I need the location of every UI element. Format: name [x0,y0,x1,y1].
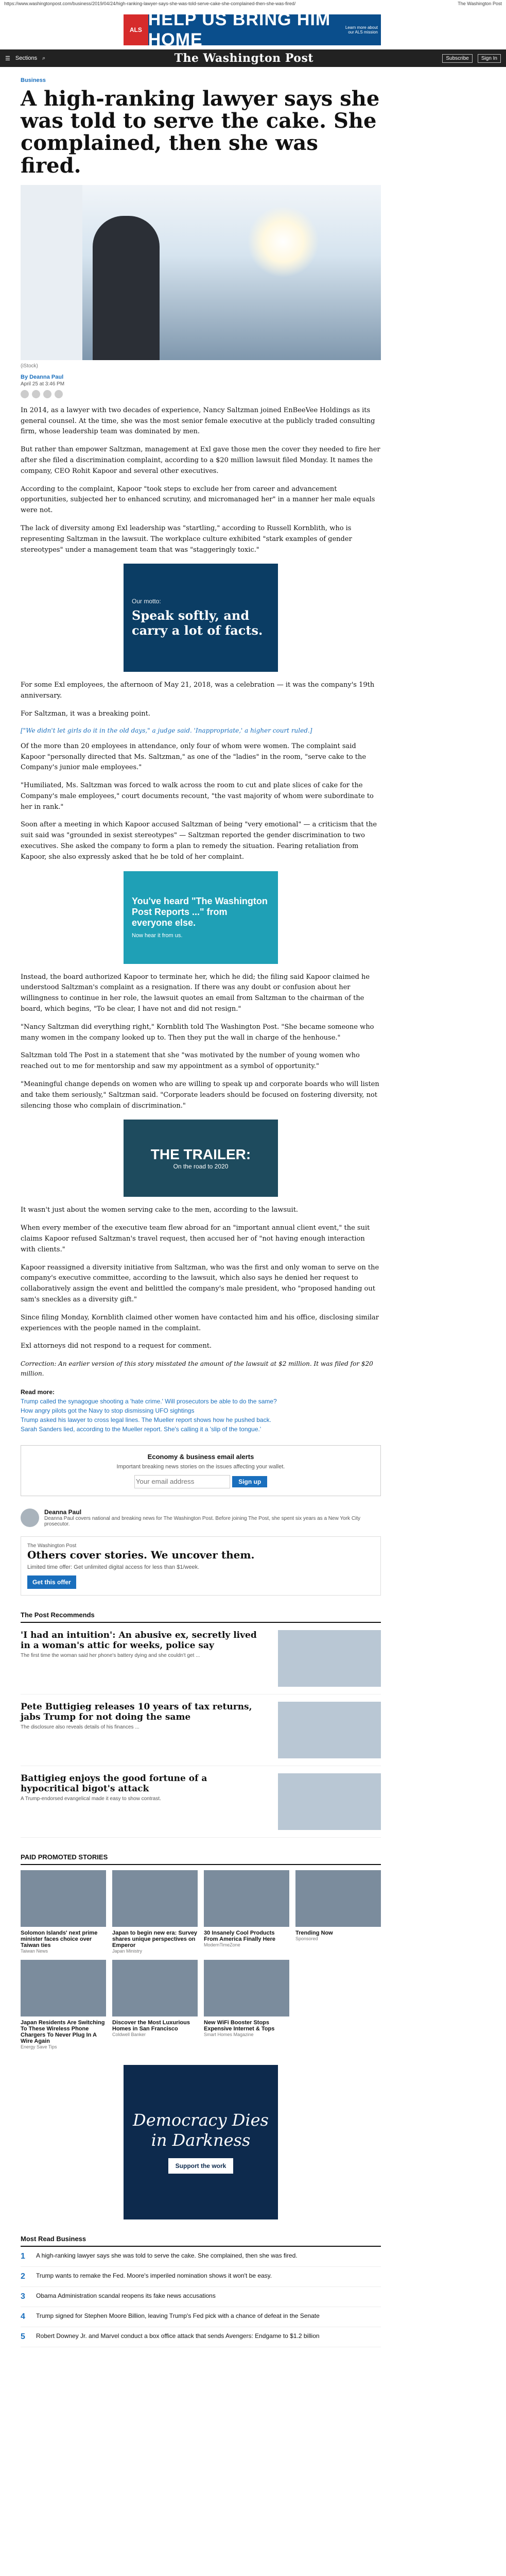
promoted-source: ModernTimeZone [204,1942,240,1947]
most-read-item[interactable]: Trump wants to remake the Fed. Moore's imperiled nomination shows it won't be easy. [36,2272,272,2279]
author-bio: Deanna Paul covers national and breaking news for The Washington Post. Before joining The Post, she spent six years as a New York City prosecutor. [44,1515,361,1527]
search-icon[interactable]: ⌕ [42,55,46,61]
twitter-icon[interactable] [32,390,40,398]
trailer-ad[interactable] [124,1120,278,1197]
paragraph: For some Exl employees, the afternoon of May 21, 2018, was a celebration — it was the company's 19th anniversary. [21,681,375,700]
paragraph: Saltzman told The Post in a statement that she "was motivated by the number of young women who reached out to me for mentorship and saw my appointment as a symbol of opportunity." [21,1052,360,1071]
most-read [21,2235,381,2347]
top-banner-ad[interactable] [124,10,381,49]
newsletter-box [21,1445,381,1496]
subscribe-box-headline: Others cover stories. We uncover them. [27,1548,255,1561]
most-read-item[interactable]: Obama Administration scandal reopens its fake news accusations [36,2292,216,2299]
most-read-title: Most Read Business [21,2235,381,2247]
most-read-number: 1 [21,2251,25,2261]
hero-window [21,185,82,360]
promoted-card[interactable] [21,1870,106,1954]
most-read-row[interactable] [21,2327,381,2347]
promoted-card[interactable] [21,1960,106,2049]
author-avatar [21,1509,39,1527]
podcast-ad-cta[interactable]: Now hear it from us. [132,933,183,939]
promoted-title-text[interactable]: Trending Now [295,1929,333,1936]
article-date: April 25 at 3:46 PM [21,381,65,387]
recommendation-item[interactable] [21,1766,381,1838]
share-icons [21,390,381,398]
paragraph: In 2014, as a lawyer with two decades of experience, Nancy Saltzman joined EnBeeVee Holdings as its general counsel. At the time, she was the most senior female executive at the publicly traded consulting firm, whose leadership team was dominated by men. [21,406,375,436]
subscribe-box-sub: Limited time offer: Get unlimited digital access for less than $1/week. [27,1564,200,1570]
paragraph: It wasn't just about the women serving cake to the men, according to the lawsuit. [21,1206,299,1214]
trailer-ad-title: THE TRAILER: [150,1146,251,1163]
newsletter-signup-button[interactable]: Sign up [232,1476,267,1487]
recommendations-title: The Post Recommends [21,1611,381,1623]
author-name[interactable]: Deanna Paul [44,1508,82,1516]
paragraph: Exl attorneys did not respond to a request for comment. [21,1342,212,1350]
most-read-row[interactable] [21,2307,381,2327]
recommendation-thumbnail[interactable] [278,1630,381,1687]
promoted-title-text[interactable]: New WiFi Booster Stops Expensive Internet & Tops [204,2019,275,2032]
newsletter-sub: Important breaking news stories on the issues affecting your wallet. [116,1463,285,1470]
comment-icon[interactable] [55,390,63,398]
paragraph: For Saltzman, it was a breaking point. [21,709,151,718]
recommendation-snippet: A Trump-endorsed evangelical made it easy to show contrast. [21,1795,161,1802]
hero-sun [247,206,319,278]
paragraph: When every member of the executive team flew abroad for an "important annual client event," the suit claims Kapoor refused Saltzman's travel request, then accused her of "not having enough interaction with clients." [21,1224,370,1253]
democracy-ad[interactable] [124,2065,278,2219]
site-logo[interactable]: The Washington Post [174,52,313,65]
promoted-source: Sponsored [295,1936,318,1941]
most-read-row[interactable] [21,2287,381,2307]
paragraph: According to the complaint, Kapoor "took steps to exclude her from career and advancement opportunities, subjected her to enhanced scrutiny, and micromanaged her" in a manner her male equals were not. [21,485,375,515]
promoted-image[interactable] [112,1870,198,1927]
facebook-icon[interactable] [21,390,29,398]
ad-headline: HELP US BRING HIM HOME [148,10,331,49]
promoted-image[interactable] [204,1960,289,2016]
signin-button[interactable]: Sign In [478,54,501,63]
byline-author[interactable]: By Deanna Paul [21,374,64,380]
promoted-source: Taiwan News [21,1948,48,1954]
promoted-source: Smart Homes Magazine [204,2031,254,2037]
most-read-number: 2 [21,2272,25,2281]
paragraph: Soon after a meeting in which Kapoor accused Saltzman of being "very emotional" — a criticism that the suit said was "grounded in sexist stereotypes" — Saltzman reported the gender discrimination to two executives. She asked the company to form a plan to remedy the situation. Fearing retaliation from Kapoor, she also expressly asked that he be told of her complaint. [21,821,377,861]
article-column [21,77,381,2347]
recommendation-title[interactable]: 'I had an intuition': An abusive ex, secretly lived in a woman's attic for weeks, police say [21,1630,257,1651]
recommendation-snippet: The first time the woman said her phone's battery dying and she couldn't get ... [21,1652,200,1658]
article-title: A high-ranking lawyer says she was told to serve the cake. She complained, then she was fired. [21,87,380,178]
most-read-number: 3 [21,2292,25,2301]
recommendation-thumbnail[interactable] [278,1702,381,1758]
democracy-ad-button[interactable]: Support the work [168,2158,234,2174]
promoted-card[interactable] [112,1870,198,1954]
subscribe-button[interactable]: Subscribe [442,54,472,63]
podcast-ad-title: You've heard "The Washington Post Reports ..." from everyone else. [132,896,268,928]
email-icon[interactable] [43,390,51,398]
paragraph: The lack of diversity among Exl leadership was "startling," according to Russell Kornblith, who is representing Saltzman in the lawsuit. The workplace culture exhibited "stark examples of gender stereotypes" under a management team that was "staggeringly toxic." [21,524,352,554]
paragraph: "Humiliated, Ms. Saltzman was forced to walk across the room to cut and plate slices of cake for the Company's male employees," court documents recount, "the vast majority of whom were subordinate to her in rank." [21,782,374,811]
motto-ad-title: Our motto: [132,598,161,605]
recommendation-thumbnail[interactable] [278,1773,381,1830]
paragraph: Instead, the board authorized Kapoor to terminate her, which he did; the filing said Kapoor claimed he understood Saltzman's complaint as a resignation. If there was any doubt or confusion about her willingness to continue in her role, the lawsuit quotes an email from Saltzman to the chairman of the board, which begins, "To be clear, I have not and did not resign." [21,973,370,1013]
promoted-title-text[interactable]: Solomon Islands' next prime minister faces choice over Taiwan ties [21,1929,98,1948]
promoted-card[interactable] [204,1870,289,1954]
site-header [0,49,506,67]
subscribe-box-label: The Washington Post [27,1543,77,1549]
trailer-ad-sub: On the road to 2020 [173,1163,229,1171]
read-more-label: Read more: [21,1388,55,1396]
most-read-row[interactable] [21,2247,381,2267]
recommendation-title[interactable]: Battigieg enjoys the good fortune of a hypocritical bigot's attack [21,1773,207,1794]
paragraph: Of the more than 20 employees in attendance, only four of whom were women. The complaint said Kapoor "personally directed that Ms. Saltzman," as one of the "ladies" in the room, "serve cake to the Company's junior male employees." [21,742,367,772]
correction-note: Correction: An earlier version of this story misstated the amount of the lawsuit at $2 million. It was filed for $20 million. [21,1360,373,1378]
promoted-title-text[interactable]: Discover the Most Luxurious Homes in San Francisco [112,2019,190,2032]
promoted-image[interactable] [21,1870,106,1927]
promoted-card[interactable] [112,1960,198,2049]
democracy-ad-text: Democracy Dies in Darkness [133,2110,269,2150]
most-read-number: 5 [21,2332,25,2341]
motto-ad-text: Speak softly, and carry a lot of facts. [132,608,263,638]
most-read-item[interactable]: Robert Downey Jr. and Marvel conduct a box office attack that sends Avengers: Endgame to $1.2 billion [36,2332,320,2340]
hero-image [21,185,381,360]
promoted-source: Japan Ministry [112,1948,143,1954]
related-links [21,1398,381,1433]
promoted-title: PAID PROMOTED STORIES [21,1853,381,1865]
image-caption: (iStock) [21,363,38,369]
byline [21,374,381,380]
url-text[interactable]: https://www.washingtonpost.com/business/2019/04/24/high-ranking-lawyer-says-she-was-told-serve-cake-she-complained-then-she-was-fired/ [4,1,296,6]
recommendation-item[interactable] [21,1694,381,1766]
promoted-title-text[interactable]: Japan to begin new era: Survey shares unique perspectives on Emperor [112,1929,198,1948]
related-link[interactable]: How angry pilots got the Navy to stop dismissing UFO sightings [21,1406,195,1414]
author-box [21,1509,381,1527]
promoted-title-text[interactable]: 30 Insanely Cool Products From America Finally Here [204,1929,275,1942]
paragraph: But rather than empower Saltzman, management at Exl gave those men the cover they needed to fire her after she filed a discrimination complaint, according to a $20 million lawsuit filed Monday. It names the company, CEO Rohit Kapoor and several other executives. [21,446,380,475]
paragraph: Kapoor reassigned a diversity initiative from Saltzman, who was the first and only woman to serve on the company's executive committee, according to the lawsuit, which also says he denied her request to collaboratively assign the event and belittled the company's male president, who "proposed handing out sam's sneckles as a diversity gift." [21,1263,379,1304]
most-read-item[interactable]: Trump signed for Stephen Moore Billion, leaving Trump's Fed pick with a chance of defeat in the Senate [36,2312,320,2319]
paragraph: "Nancy Saltzman did everything right," Kornblith told The Washington Post. "She became someone who many women in the company looked up to. Then they put the wall in charge of the henhouse." [21,1023,374,1042]
promoted-card[interactable] [295,1870,381,1954]
related-link[interactable]: Trump asked his lawyer to cross legal lines. The Mueller report shows how he pushed back. [21,1416,271,1423]
promoted-image[interactable] [112,1960,198,2016]
paragraph: Since filing Monday, Kornblith claimed other women have contacted him and his office, disclosing similar experiences with the people named in the complaint. [21,1313,379,1332]
sections-button[interactable]: Sections [15,55,38,61]
article-kicker[interactable]: Business [21,77,46,83]
promoted-title-text[interactable]: Japan Residents Are Switching To These Wireless Phone Chargers To Never Plug In A Wire Again [21,2019,105,2044]
subscribe-box [21,1536,381,1596]
subscribe-box-cta[interactable]: Get this offer [27,1575,76,1589]
ad-sub: Learn more about our ALS mission [345,25,378,35]
related-link[interactable]: Trump called the synagogue shooting a 'hate crime.' Will prosecutors be able to do the same? [21,1397,277,1405]
page-title-meta: The Washington Post [458,1,502,6]
promoted-card[interactable] [204,1960,289,2049]
related-link[interactable]: ["We didn't let girls do it in the old days," a judge said. 'Inappropriate,' a higher court ruled.] [21,726,312,734]
paragraph: "Meaningful change depends on women who are willing to speak up and corporate boards who will listen and take them seriously," Saltzman said. "Corporate leaders should be focused on fostering diversity, not silencing those who complain of discrimination." [21,1080,379,1110]
promoted-image[interactable] [204,1870,289,1927]
ad-brand: ALS [124,14,148,45]
most-read-row[interactable] [21,2267,381,2287]
recommendation-item[interactable] [21,1623,381,1694]
motto-ad[interactable] [124,564,278,672]
most-read-item[interactable]: A high-ranking lawyer says she was told to serve the cake. She complained, then she was fired. [36,2251,298,2259]
promoted-image[interactable] [295,1870,381,1927]
promoted-grid [21,1870,381,2049]
related-link[interactable]: Sarah Sanders lied, according to the Mueller report. She's calling it a 'slip of the tongue.' [21,1425,261,1433]
promoted-image[interactable] [21,1960,106,2016]
newsletter-title: Economy & business email alerts [147,1452,254,1461]
promoted-source: Coldwell Banker [112,2031,146,2037]
menu-icon[interactable]: ☰ [5,55,10,62]
recommendation-title[interactable]: Pete Buttigieg releases 10 years of tax returns, jabs Trump for not doing the same [21,1701,252,1722]
hero-person [93,216,160,360]
promoted-source: Energy Save Tips [21,2044,57,2049]
newsletter-email-input[interactable] [134,1475,230,1488]
recommendation-snippet: The disclosure also reveals details of his finances ... [21,1724,139,1730]
most-read-number: 4 [21,2312,25,2321]
podcast-ad[interactable] [124,871,278,964]
